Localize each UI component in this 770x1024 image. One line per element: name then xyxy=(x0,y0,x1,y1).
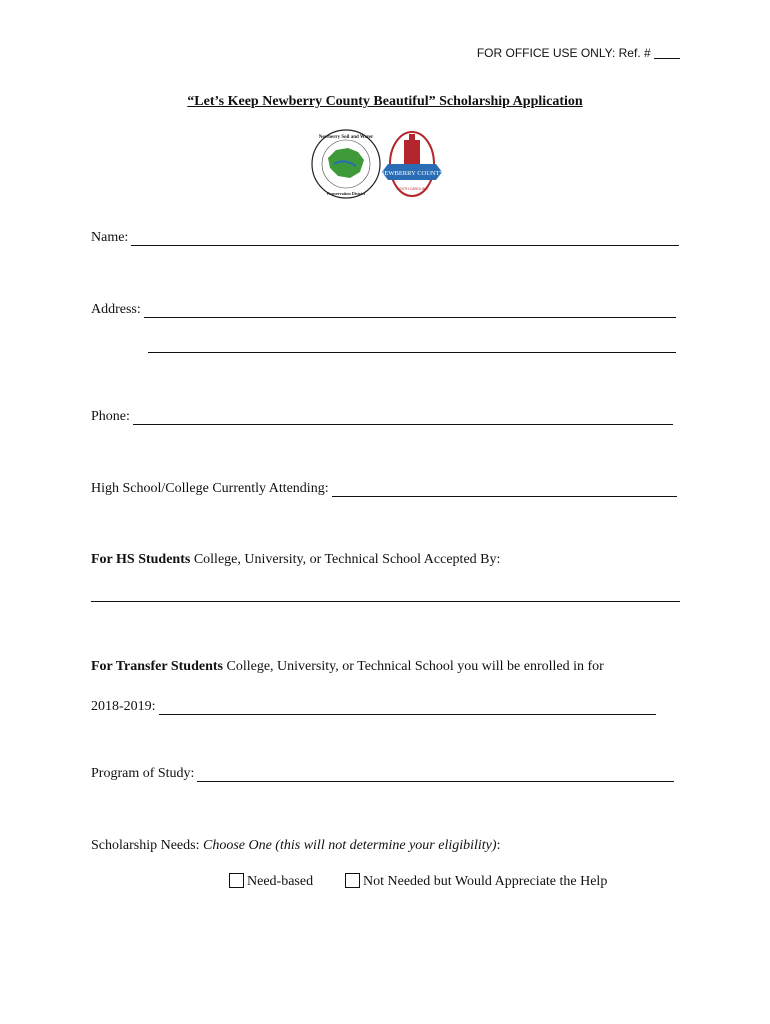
logo-images xyxy=(310,128,450,200)
newberry-county-logo xyxy=(380,132,445,196)
hs-students-text: College, University, or Technical School Accepted By: xyxy=(190,552,501,567)
office-use-ref: FOR OFFICE USE ONLY: Ref. # xyxy=(477,46,680,60)
address-line-2[interactable] xyxy=(148,352,676,353)
program-line[interactable] xyxy=(197,768,674,782)
name-field[interactable] xyxy=(91,230,679,246)
name-label: Name: xyxy=(91,230,129,245)
year-label: 2018-2019: xyxy=(91,699,156,714)
school-line[interactable] xyxy=(332,483,677,497)
school-field[interactable] xyxy=(91,481,677,497)
school-label: High School/College Currently Attending: xyxy=(91,481,329,496)
soil-logo-text-bottom: Conservation District xyxy=(326,191,366,196)
needs-colon: : xyxy=(496,838,501,853)
scholarship-needs-prompt xyxy=(91,838,500,854)
phone-label: Phone: xyxy=(91,409,130,424)
program-label: Program of Study: xyxy=(91,766,195,781)
need-based-checkbox[interactable] xyxy=(229,873,244,888)
address-field[interactable] xyxy=(91,302,676,318)
soil-water-logo xyxy=(312,130,380,198)
transfer-students-bold: For Transfer Students xyxy=(91,659,223,674)
hs-students-bold: For HS Students xyxy=(91,552,191,567)
program-field[interactable] xyxy=(91,766,674,782)
needs-label: Scholarship Needs: xyxy=(91,838,203,853)
phone-line[interactable] xyxy=(133,411,673,425)
name-line[interactable] xyxy=(131,232,679,246)
logos xyxy=(310,128,450,200)
phone-field[interactable] xyxy=(91,409,673,425)
year-field[interactable] xyxy=(91,699,656,715)
year-line[interactable] xyxy=(159,701,656,715)
address-label: Address: xyxy=(91,302,141,317)
address-line-1[interactable] xyxy=(144,304,676,318)
not-needed-checkbox[interactable] xyxy=(345,873,360,888)
not-needed-label: Not Needed but Would Appreciate the Help xyxy=(363,874,608,889)
not-needed-option[interactable] xyxy=(345,873,607,890)
need-based-option[interactable] xyxy=(229,873,313,890)
hs-accepted-line[interactable] xyxy=(91,601,680,602)
page-title: “Let’s Keep Newberry County Beautiful” Scholarship Application xyxy=(187,94,583,109)
transfer-students-text: College, University, or Technical School you will be enrolled in for xyxy=(222,659,604,674)
need-based-label: Need-based xyxy=(247,874,314,889)
newberry-logo-text: NEWBERRY COUNTY xyxy=(379,170,445,177)
hs-students-prompt xyxy=(91,552,500,568)
needs-italic: Choose One (this will not determine your eligibility) xyxy=(202,838,497,853)
newberry-logo-text-bottom: SOUTH CAROLINA xyxy=(396,187,428,191)
transfer-students-prompt xyxy=(91,659,604,675)
ref-number-blank[interactable] xyxy=(654,46,680,59)
soil-logo-text-top: Newberry Soil and Water xyxy=(318,135,374,140)
